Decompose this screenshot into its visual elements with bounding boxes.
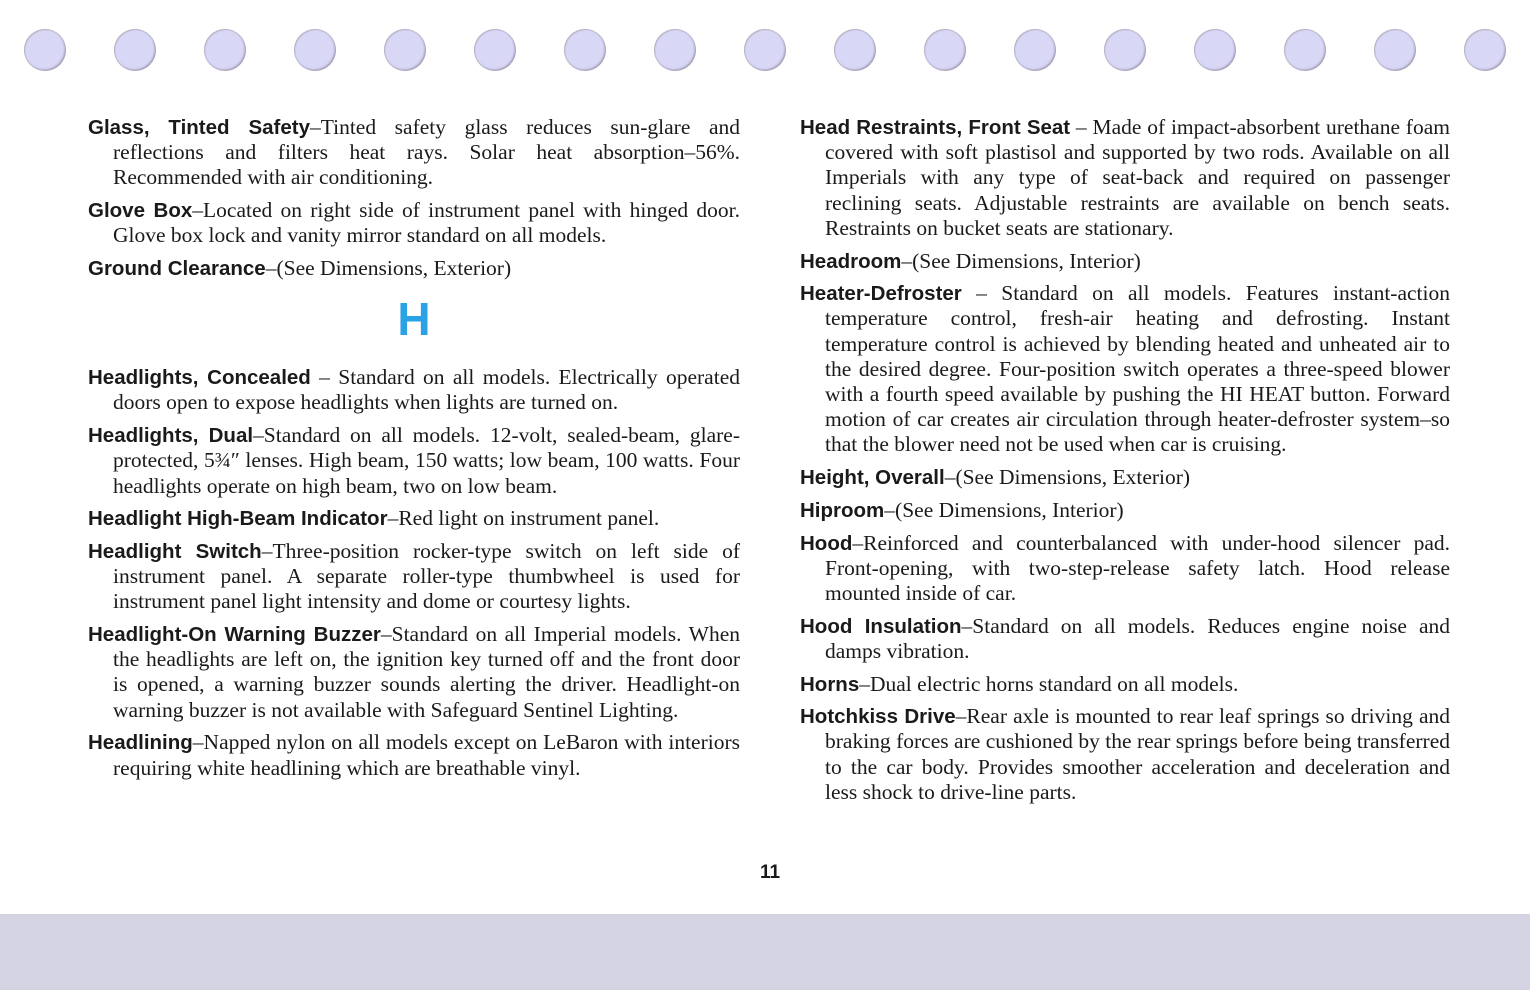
- entry-term: Hood Insulation: [800, 614, 962, 638]
- glossary-entry: [88, 256, 740, 281]
- entry-term: Headlining: [88, 731, 193, 755]
- binder-hole: [1014, 29, 1056, 71]
- entry-term: Heater-Defroster: [800, 282, 962, 306]
- entry-description: –Standard on all models. 12-volt, sealed-beam, glare-protected, 5¾″ lenses. High beam, 150 watts; low beam, 100 watts. Four headlights operate on high beam, two on low beam.: [113, 423, 740, 498]
- scan-background-band: [0, 914, 1530, 990]
- binder-hole: [834, 29, 876, 71]
- entry-description: –Tinted safety glass reduces sun-glare and reflections and filters heat rays. Solar heat absorption–56%. Recommended with air conditioning.: [113, 115, 740, 190]
- left-column: [88, 115, 740, 788]
- binder-hole: [24, 29, 66, 71]
- binder-hole: [1194, 29, 1236, 71]
- entry-term: Hiproom: [800, 498, 885, 522]
- binder-hole: [924, 29, 966, 71]
- glossary-entry: [88, 539, 740, 615]
- binder-hole: [1374, 29, 1416, 71]
- right-column: [800, 115, 1450, 813]
- page-number: 11: [759, 862, 781, 883]
- glossary-entry: [800, 531, 1450, 607]
- entry-term: Hotchkiss Drive: [800, 705, 956, 729]
- entry-description: –Standard on all Imperial models. When the headlights are left on, the ignition key turned off and the front door is opened, a warning buzzer sounds alerting the driver. Headlight-on warning buzzer is not available with Safeguard Sentinel Lighting.: [113, 622, 741, 722]
- binder-hole: [744, 29, 786, 71]
- binder-hole: [654, 29, 696, 71]
- left-entries-before: [88, 115, 740, 281]
- entry-term: Headlights, Concealed: [88, 366, 311, 390]
- binder-hole: [1104, 29, 1146, 71]
- entry-term: Glove Box: [88, 199, 193, 223]
- binder-hole: [294, 29, 336, 71]
- entry-term: Headlight High-Beam Indicator: [88, 507, 388, 531]
- entry-term: Head Restraints, Front Seat: [800, 116, 1071, 139]
- glossary-entry: [88, 115, 740, 191]
- glossary-entry: [800, 614, 1450, 664]
- glossary-entry: [88, 198, 740, 248]
- entry-term: Hood: [800, 531, 853, 555]
- left-entries-after: [88, 365, 740, 781]
- entry-term: Height, Overall: [800, 466, 945, 490]
- entry-description: –(See Dimensions, Exterior): [265, 256, 512, 281]
- entry-description: –(See Dimensions, Interior): [901, 248, 1141, 273]
- glossary-entry: [800, 704, 1450, 805]
- binder-hole: [204, 29, 246, 71]
- entry-description: –Standard on all models. Reduces engine noise and damps vibration.: [825, 613, 1450, 663]
- entry-description: –(See Dimensions, Interior): [884, 497, 1124, 522]
- entry-term: Headlight-On Warning Buzzer: [88, 623, 381, 647]
- binder-hole: [1284, 29, 1326, 71]
- glossary-entry: [88, 506, 740, 531]
- glossary-entry: [800, 498, 1450, 523]
- binder-hole: [114, 29, 156, 71]
- binder-holes: [24, 29, 1506, 71]
- binder-hole: [474, 29, 516, 71]
- right-entries: [800, 115, 1450, 805]
- binder-hole: [564, 29, 606, 71]
- entry-description: – Standard on all models. Electrically operated doors open to expose headlights when lights are turned on.: [113, 365, 740, 415]
- glossary-entry: [800, 465, 1450, 490]
- entry-term: Headroom: [800, 249, 902, 273]
- entry-description: –Rear axle is mounted to rear leaf springs so driving and braking forces are cushioned by the rear springs before being transferred to the car body. Provides smoother acceleration and deceleration and less shock to drive-line parts.: [825, 704, 1450, 804]
- binder-hole: [384, 29, 426, 71]
- glossary-entry: [88, 365, 740, 415]
- entry-description: – Made of impact-absorbent urethane foam covered with soft plastisol and supported by two rods. Available on all Imperials with any type of seat-back and required on passenger reclining seats. Adjustable restraints are available on bench seats. Restraints on bucket seats are stationary.: [825, 115, 1450, 240]
- entry-description: –(See Dimensions, Exterior): [944, 465, 1191, 490]
- entry-description: –Reinforced and counterbalanced with under-hood silencer pad. Front-opening, with two-step-release safety latch. Hood release mounted inside of car.: [825, 530, 1450, 605]
- glossary-entry: [800, 249, 1450, 274]
- entry-description: – Standard on all models. Features instant-action temperature control, fresh-air heating and defrosting. Instant temperature control is achieved by blending heated and unheated air to the desired degree. Four-position switch operates a three-speed blower with a fourth speed available by pushing the HI HEAT button. Forward motion of car creates air circulation through heater-defroster system–so that the blower need not be used when car is cruising.: [825, 281, 1450, 457]
- section-letter-heading: H: [397, 293, 431, 346]
- glossary-entry: [800, 281, 1450, 457]
- entry-description: –Located on right side of instrument panel with hinged door. Glove box lock and vanity mirror standard on all models.: [113, 198, 740, 248]
- binder-hole: [1464, 29, 1506, 71]
- entry-term: Horns: [800, 672, 860, 696]
- glossary-entry: [800, 672, 1450, 697]
- entry-description: –Three-position rocker-type switch on left side of instrument panel. A separate roller-type thumbwheel is used for instrument panel light intensity and dome or courtesy lights.: [113, 538, 740, 614]
- glossary-entry: [88, 622, 740, 723]
- entry-term: Glass, Tinted Safety: [88, 116, 310, 139]
- entry-description: –Red light on instrument panel.: [387, 506, 660, 531]
- glossary-entry: [88, 730, 740, 780]
- glossary-entry: [800, 115, 1450, 241]
- glossary-entry: [88, 423, 740, 499]
- entry-term: Headlight Switch: [88, 539, 262, 563]
- entry-description: –Dual electric horns standard on all models.: [859, 671, 1239, 696]
- entry-term: Headlights, Dual: [88, 424, 254, 448]
- entry-term: Ground Clearance: [88, 257, 266, 281]
- entry-description: –Napped nylon on all models except on LeBaron with interiors requiring white headlining which are breathable vinyl.: [113, 730, 740, 780]
